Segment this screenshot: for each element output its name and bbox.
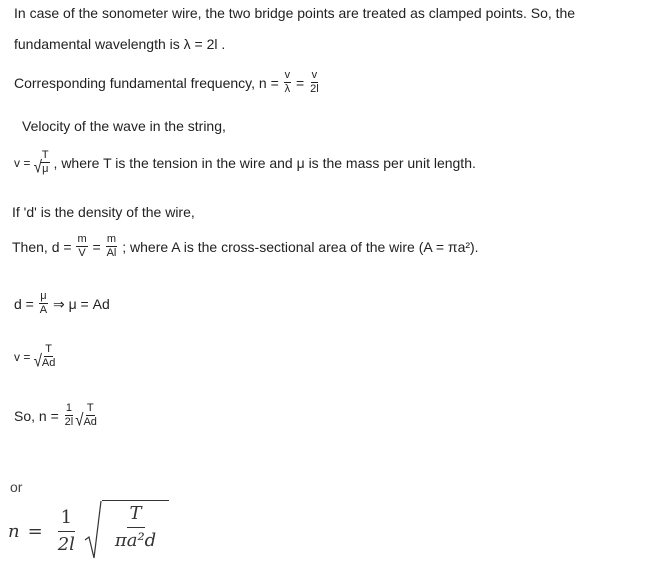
line-5-suffix: , where T is the tension in the wire and μ is the mass per unit length. xyxy=(49,154,476,171)
or-text: or xyxy=(10,479,23,495)
fraction-1-over-2l: $\frac{1}{2l}$ xyxy=(64,402,74,428)
line-3-prefix: Corresponding fundamental frequency, n = xyxy=(14,74,283,91)
line-6-text: If 'd' is the density of the wire, xyxy=(12,204,195,220)
final-lhs: n xyxy=(8,520,20,542)
text-line-9: v = √ $\frac{T}{Ad}$ xyxy=(14,343,56,372)
text-line-5: v = √ $\frac{T}{\mu}$ , where T is the tension in the wire and μ is the mass per unit length. xyxy=(14,149,476,178)
text-line-7: Then, d = $\frac{m}{V}$ = $\frac{m}{Al}$ ; where A is the cross-sectional area of the wire (A = πa²). xyxy=(12,233,479,259)
text-line-3: Corresponding fundamental frequency, n = $\frac{v}{\lambda}$ = $\frac{v}{2l}$ xyxy=(14,69,319,95)
text-line-1 xyxy=(14,4,575,22)
line-2-text: fundamental wavelength is λ = 2l . xyxy=(14,36,226,52)
fraction-m-over-al: $\frac{m}{Al}$ xyxy=(106,233,117,259)
radical-sign-icon: √ xyxy=(33,157,42,178)
final-fraction-1-over-2l: $\frac{1}{2l}$ xyxy=(57,506,75,555)
line-7-suffix: ; where A is the cross-sectional area of the wire (A = πa²). xyxy=(118,238,479,255)
final-formula: n = $\frac{1}{2l}$ $\frac{T}{\text{πa²d}}$ xyxy=(8,500,169,562)
text-line-10: So, n = $\frac{1}{2l}$ √ $\frac{T}{Ad}$ xyxy=(14,402,97,431)
radical-sign-icon xyxy=(84,500,102,562)
line-1-text: In case of the sonometer wire, the two bridge points are treated as clamped points. So, the xyxy=(14,5,576,21)
text-line-4 xyxy=(22,117,226,135)
fraction-m-over-v: $\frac{m}{V}$ xyxy=(77,233,87,259)
radical-sign-icon: √ xyxy=(75,410,84,431)
sqrt-t-over-ad: √ $\frac{T}{Ad}$ xyxy=(33,343,56,372)
radical-sign-icon: √ xyxy=(33,351,42,372)
final-sqrt: $\frac{T}{\text{πa²d}}$ xyxy=(84,500,169,562)
text-line-6 xyxy=(12,203,195,221)
text-line-2 xyxy=(14,35,225,53)
sqrt-t-over-mu: √ $\frac{T}{\mu}$ xyxy=(33,149,49,178)
line-4-text: Velocity of the wave in the string, xyxy=(22,118,226,134)
text-line-8: d = $\frac{\mu}{A}$ ⇒ μ = Ad xyxy=(14,290,110,316)
sqrt-t-over-ad-2: √ $\frac{T}{Ad}$ xyxy=(75,402,97,431)
fraction-v-over-lambda: $\frac{v}{\lambda}$ xyxy=(284,69,291,95)
fraction-v-over-2l: $\frac{v}{2l}$ xyxy=(310,69,319,95)
fraction-mu-over-a: $\frac{\mu}{A}$ xyxy=(39,290,48,316)
